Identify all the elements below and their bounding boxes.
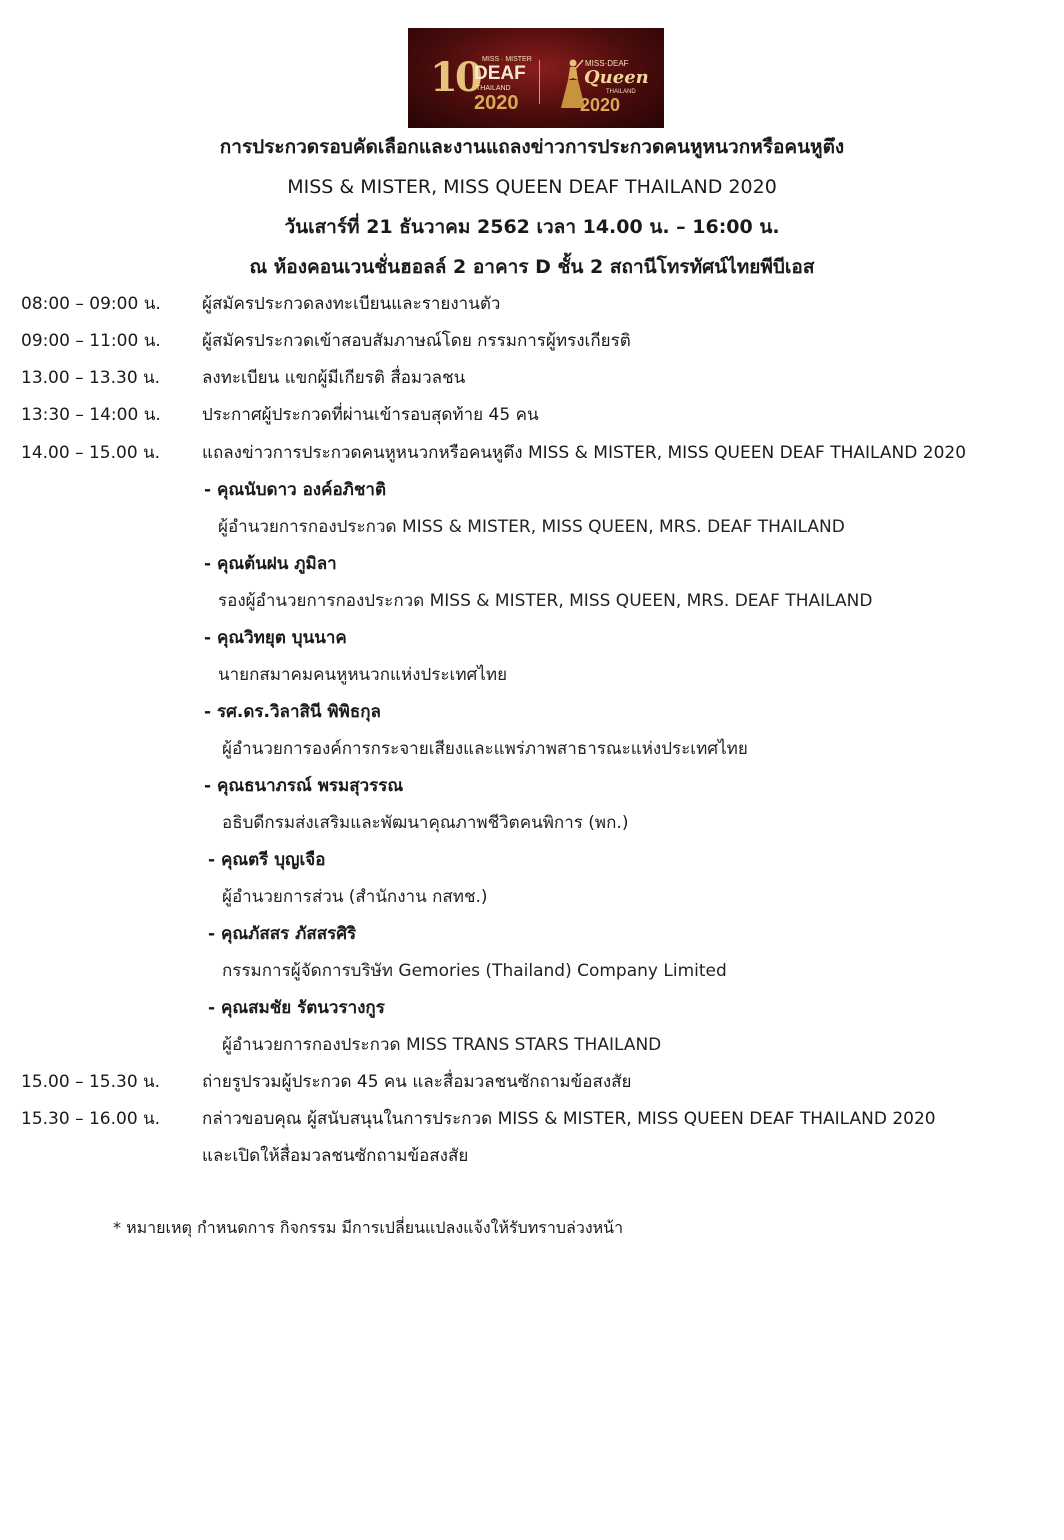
speaker-name: - คุณต้นฝน ภูมิลา <box>204 554 337 574</box>
speaker-role: กรรมการผู้จัดการบริษัท Gemories (Thailand) Company Limited <box>222 961 727 981</box>
speaker-role: ผู้อำนวยการส่วน (สำนักงาน กสทช.) <box>222 887 488 907</box>
schedule-desc-continued: และเปิดให้สื่อมวลชนซักถามข้อสงสัย <box>202 1146 469 1166</box>
speaker-name: - คุณนับดาว องค์อภิชาติ <box>204 480 387 500</box>
schedule-time: 15.00 – 15.30 น. <box>21 1072 161 1092</box>
schedule-time: 15.30 – 16.00 น. <box>21 1109 161 1129</box>
speaker-name: - คุณสมชัย รัตนวรางกูร <box>208 998 385 1018</box>
speaker-role: นายกสมาคมคนหูหนวกแห่งประเทศไทย <box>218 665 508 685</box>
logo-queen: Queen <box>584 67 649 88</box>
press-conference-label: แถลงข่าวการประกวดคนหูหนวกหรือคนหูตึง <box>202 443 523 463</box>
speaker-role: ผู้อำนวยการกองประกวด MISS & MISTER, MISS QUEEN, MRS. DEAF THAILAND <box>218 517 845 537</box>
logo-year: 2020 <box>474 92 519 114</box>
speaker-name: - คุณวิทยุต บุนนาค <box>204 628 347 648</box>
speaker-name: - รศ.ดร.วิลาสินี พิพิธกุล <box>204 702 381 722</box>
logo-thailand: THAILAND <box>476 85 511 92</box>
footnote: * หมายเหตุ กำหนดการ กิจกรรม มีการเปลี่ยนแปลงแจ้งให้รับทราบล่วงหน้า <box>113 1218 624 1237</box>
logo-ten-years: 10 <box>430 54 480 101</box>
event-date: วันเสาร์ที่ 21 ธันวาคม 2562 เวลา 14.00 น. – 16:00 น. <box>284 216 780 238</box>
speaker-role: รองผู้อำนวยการกองประกวด MISS & MISTER, MISS QUEEN, MRS. DEAF THAILAND <box>218 591 873 611</box>
logo-miss-mister: MISS · MISTER <box>482 56 532 63</box>
document-title: การประกวดรอบคัดเลือกและงานแถลงข่าวการประกวดคนหูหนวกหรือคนหูตึง <box>219 136 845 158</box>
schedule-time: 13.00 – 13.30 น. <box>21 368 161 388</box>
logo-deaf: DEAF <box>474 63 526 84</box>
schedule-desc <box>202 441 966 465</box>
schedule-time: 13:30 – 14:00 น. <box>21 405 161 425</box>
speaker-name: - คุณธนาภรณ์ พรมสุวรรณ <box>204 776 404 796</box>
press-conference-event-name: MISS & MISTER, MISS QUEEN DEAF THAILAND 2020 <box>527 443 967 463</box>
logo-queen-year: 2020 <box>580 95 621 115</box>
schedule-time: 09:00 – 11:00 น. <box>21 331 161 351</box>
schedule-desc: ถ่ายรูปรวมผู้ประกวด 45 คน และสื่อมวลชนซักถามข้อสงสัย <box>202 1072 632 1092</box>
schedule-desc: กล่าวขอบคุณ ผู้สนับสนุนในการประกวด MISS & MISTER, MISS QUEEN DEAF THAILAND 2020 <box>202 1109 936 1129</box>
speaker-role: ผู้อำนวยการองค์การกระจายเสียงและแพร่ภาพสาธารณะแห่งประเทศไทย <box>222 739 748 759</box>
event-venue: ณ ห้องคอนเวนชั่นฮอลล์ 2 อาคาร D ชั้น 2 สถานีโทรทัศน์ไทยพีบีเอส <box>249 256 815 278</box>
schedule-time: 08:00 – 09:00 น. <box>21 294 161 314</box>
speaker-role: อธิบดีกรมส่งเสริมและพัฒนาคุณภาพชีวิตคนพิการ (พก.) <box>222 813 629 833</box>
speaker-name: - คุณตรี บุญเจือ <box>208 850 326 870</box>
schedule-desc: ลงทะเบียน แขกผู้มีเกียรติ สื่อมวลชน <box>202 368 466 388</box>
logo-queen-thailand: THAILAND <box>606 89 636 95</box>
speaker-name: - คุณภัสสร ภัสสรศิริ <box>208 924 357 944</box>
schedule-desc: ผู้สมัครประกวดเข้าสอบสัมภาษณ์โดย กรรมการผู้ทรงเกียรติ <box>202 331 631 351</box>
event-logo <box>408 28 664 128</box>
logo-miss-deaf: MISS·DEAF <box>585 59 629 68</box>
schedule-time: 14.00 – 15.00 น. <box>21 443 161 463</box>
event-name: MISS & MISTER, MISS QUEEN DEAF THAILAND 2020 <box>287 176 777 198</box>
speaker-role: ผู้อำนวยการกองประกวด MISS TRANS STARS THAILAND <box>222 1035 662 1055</box>
schedule-desc: ผู้สมัครประกวดลงทะเบียนและรายงานตัว <box>202 294 501 314</box>
logo-divider <box>539 60 540 104</box>
miss-mister-deaf-logo <box>430 50 540 114</box>
schedule-desc: ประกาศผู้ประกวดที่ผ่านเข้ารอบสุดท้าย 45 คน <box>202 405 539 425</box>
